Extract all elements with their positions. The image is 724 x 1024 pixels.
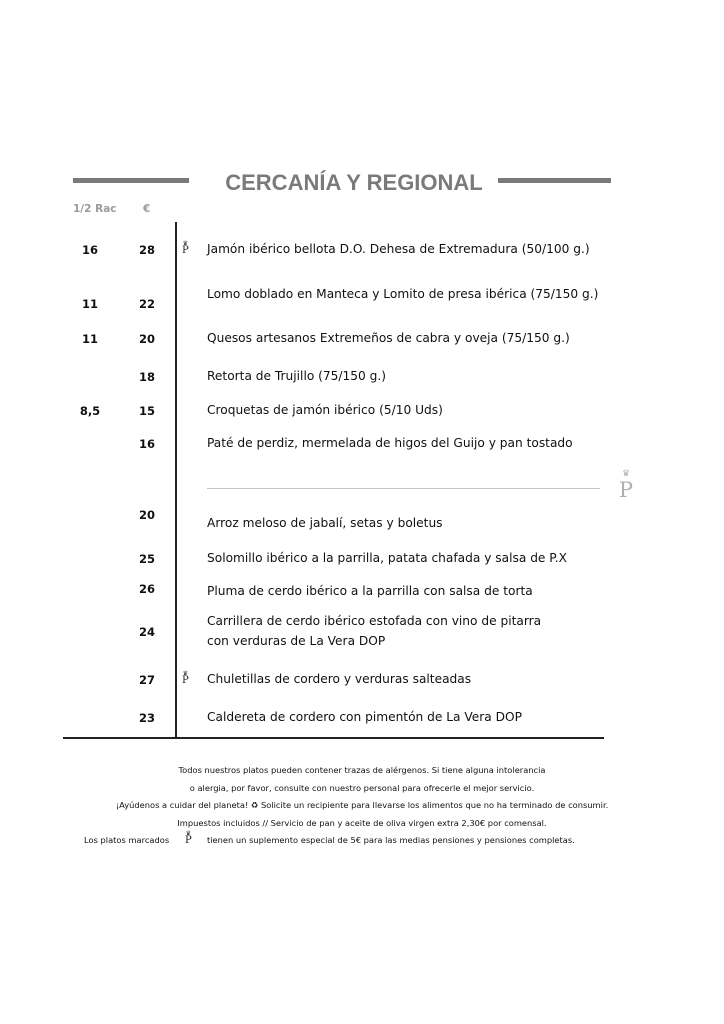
dish-name: Jamón ibérico bellota D.O. Dehesa de Extremadura (50/100 g.) <box>207 242 590 256</box>
full-price: 24 <box>138 625 155 639</box>
supplement-mark-letter: P <box>182 675 189 686</box>
section-title: CERCANÍA Y REGIONAL <box>225 170 483 195</box>
footer-taxes-line: Impuestos incluidos // Servicio de pan y aceite de oliva virgen extra 2,30€ por comensal. <box>177 818 547 828</box>
half-portion-header: 1/2 Rac <box>73 203 117 215</box>
dish-name: Carrillera de cerdo ibérico estofada con vino de pitarra <box>207 614 542 628</box>
full-price: 22 <box>138 297 155 311</box>
full-price: 15 <box>138 404 155 418</box>
crown-icon: ♛ <box>621 469 631 479</box>
footer-supplement-prefix: Los platos marcados <box>84 835 170 845</box>
supplement-mark-icon: ♛ P <box>182 240 189 256</box>
full-price: 16 <box>138 437 155 451</box>
dish-name: Lomo doblado en Manteca y Lomito de presa ibérica (75/150 g.) <box>207 287 599 301</box>
dish-name: Quesos artesanos Extremeños de cabra y oveja (75/150 g.) <box>207 331 570 345</box>
full-price: 20 <box>138 332 155 346</box>
price-header: € <box>143 203 151 215</box>
full-price: 18 <box>138 370 155 384</box>
section-separator <box>207 488 600 489</box>
footer-allergen-line-1: Todos nuestros platos pueden contener trazas de alérgenos. Si tiene alguna intolerancia <box>178 765 546 775</box>
full-price: 25 <box>138 552 155 566</box>
logo-letter: P <box>618 478 634 502</box>
footer-mark-letter: P <box>185 835 192 846</box>
dish-name: Caldereta de cordero con pimentón de La Vera DOP <box>207 710 522 724</box>
dish-name: Arroz meloso de jabalí, setas y boletus <box>207 516 443 530</box>
full-price: 23 <box>138 711 155 725</box>
dish-name: Paté de perdiz, mermelada de higos del Guijo y pan tostado <box>207 436 573 450</box>
dish-name: Croquetas de jamón ibérico (5/10 Uds) <box>207 403 443 417</box>
footer-planet-line: ¡Ayúdenos a cuidar del planeta! ♻ Solicite un recipiente para llevarse los alimentos que no ha terminado de consumir. <box>115 800 609 810</box>
dish-name-continuation: con verduras de La Vera DOP <box>207 634 386 648</box>
dish-name: Solomillo ibérico a la parrilla, patata chafada y salsa de P.X <box>207 551 567 565</box>
full-price: 27 <box>138 673 155 687</box>
dish-name: Chuletillas de cordero y verduras salteadas <box>207 672 472 686</box>
dish-name: Retorta de Trujillo (75/150 g.) <box>207 369 387 383</box>
supplement-mark-icon: ♛ P <box>182 670 189 686</box>
full-price: 20 <box>138 508 155 522</box>
footer-mark-icon: ♛ P <box>185 830 192 846</box>
column-divider <box>175 222 177 738</box>
footer-allergen-line-2: o alergia, por favor, consulte con nuestro personal para ofrecerle el mejor servicio. <box>189 783 535 793</box>
half-portion-price: 11 <box>81 297 98 311</box>
full-price: 28 <box>138 243 155 257</box>
title-bar-left <box>73 178 189 183</box>
footer-supplement-suffix: tienen un suplemento especial de 5€ para las medias pensiones y pensiones completas. <box>207 835 575 845</box>
title-bar-right <box>498 178 611 183</box>
half-portion-price: 11 <box>81 332 98 346</box>
half-portion-price: 16 <box>81 243 98 257</box>
full-price: 26 <box>138 582 155 596</box>
half-portion-price: 8,5 <box>79 404 101 418</box>
dish-name: Pluma de cerdo ibérico a la parrilla con salsa de torta <box>207 584 533 598</box>
bottom-rule <box>63 737 604 739</box>
supplement-mark-letter: P <box>182 245 189 256</box>
hotel-crown-logo <box>613 470 639 501</box>
